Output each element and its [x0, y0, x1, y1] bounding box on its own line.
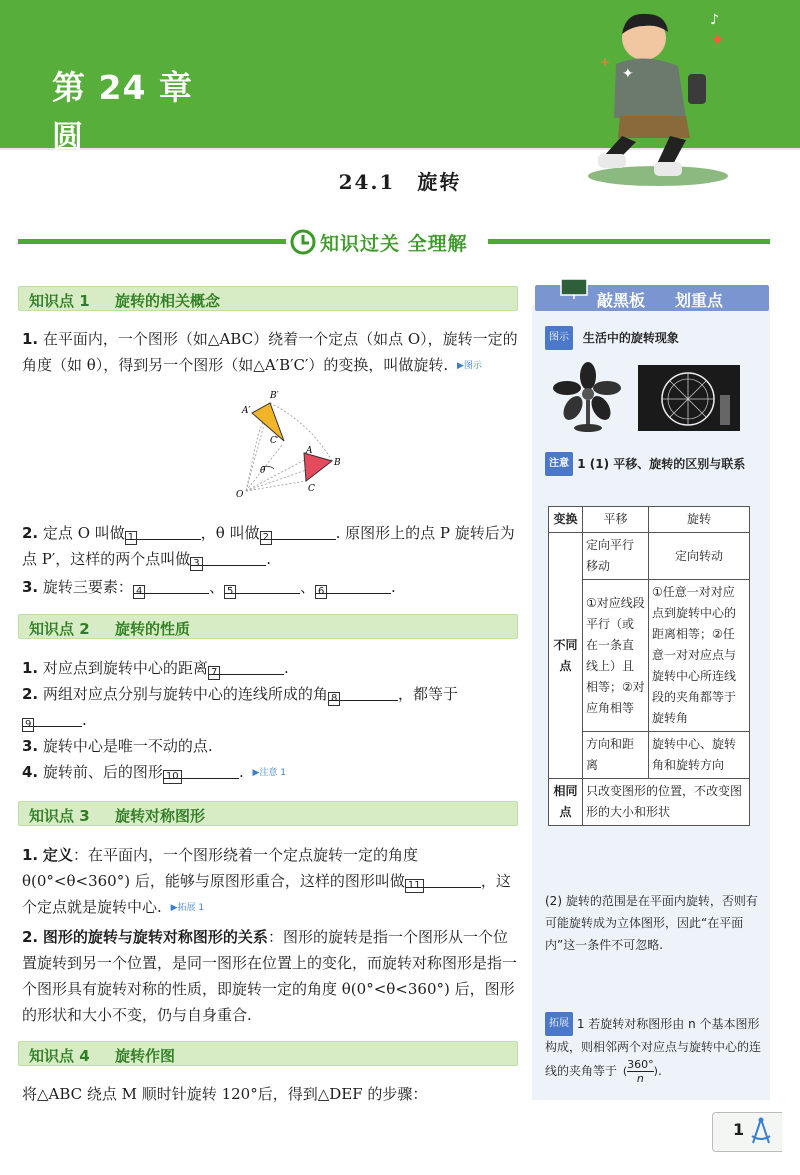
fan-image [553, 362, 623, 434]
section-title: 24.1 旋转 [338, 170, 462, 194]
table-header-cell: 变换 [549, 507, 583, 533]
label-o: O [236, 490, 244, 498]
kp3-item-2: 2. 图形的旋转与旋转对称图形的关系：图形的旋转是指一个图形从一个位置旋转到另一个位置，是同一图形在位置上的变化，而旋转对称图形是指一个图形具有旋转对称的性质，即旋转一定的角度 θ(0°<θ<360°) 后，图形的形状和大小不变，仍与自身重合. [22, 928, 518, 1024]
blank-6[interactable]: 6 [315, 577, 391, 594]
fig-tag: 图示 [545, 326, 573, 350]
kp2-number: 知识点 2 [29, 620, 90, 638]
rotation-figure [222, 383, 352, 498]
kp2-item-1: 1. 对应点到旋转中心的距离 7 . [22, 659, 289, 678]
side-head-1: 敲黑板 [597, 291, 646, 310]
blank-1[interactable]: 1 [125, 523, 201, 540]
table-cell: ①任意一对对应点到旋转中心的距离相等；②任意一对对应点与旋转中心所连线段的夹角都等于旋转角 [649, 580, 750, 732]
kp1-item-1-text: 在平面内，一个图形（如△ABC）绕着一个定点（如点 O），旋转一定的角度（如 θ），得到另一个图形（如△A′B′C′）的变换，叫做旋转. [22, 330, 518, 374]
blank-5[interactable]: 5 [224, 577, 300, 594]
kp4-text: 将△ABC 绕点 M 顺时针旋转 120°后，得到△DEF 的步骤： [22, 1085, 428, 1103]
svg-text:♪: ♪ [710, 12, 719, 28]
side-panel-header [535, 285, 769, 311]
banner-line-left [18, 239, 286, 244]
blank-3[interactable]: 3 [190, 549, 266, 566]
chapter-number: 第 24 章 [52, 68, 193, 107]
figure-tag: ▶图示 [456, 361, 482, 371]
table-cell: 方向和距离 [583, 732, 649, 779]
note-tag-badge: 注意 [545, 452, 573, 476]
blank-11[interactable]: 11 [405, 871, 481, 888]
kp2-title: 旋转的性质 [115, 620, 191, 638]
blank-8[interactable]: 8 [328, 684, 398, 701]
kp2-item-2: 2. 两组对应点分别与旋转中心的连线所成的角 8 ，都等于 9 . [22, 685, 458, 730]
same-label: 相同点 [549, 779, 583, 826]
banner-line-right [488, 239, 770, 244]
kp1-bar [18, 286, 518, 311]
kp3-bar [18, 801, 518, 826]
table-header-cell: 平移 [583, 507, 649, 533]
kp2-item-4: 4. 旋转前、后的图形 10 . ▶注意 1 [22, 763, 286, 782]
table-cell: ①对应线段平行（或在一条直线上）且相等；②对应角相等 [583, 580, 649, 732]
svg-text:+: + [600, 55, 611, 69]
blank-4[interactable]: 4 [133, 577, 209, 594]
kp1-number: 知识点 1 [29, 292, 90, 310]
compass-icon [748, 1116, 774, 1146]
kp4-title: 旋转作图 [115, 1047, 176, 1065]
fig-caption: 图示 生活中的旋转现象 [545, 326, 765, 350]
svg-text:✦: ✦ [622, 66, 634, 82]
table-cell: 只改变图形的位置，不改变图形的大小和形状 [583, 779, 750, 826]
kp2-item-3: 3. 旋转中心是唯一不动的点. [22, 737, 213, 755]
table-cell: 定向转动 [649, 533, 750, 580]
extension-1: 拓展 1 若旋转对称图形由 n 个基本图形构成，则相邻两个对应点与旋转中心的连线的夹角等于 ( $\frac{360^\circ}{n}$ ). [545, 1012, 767, 1085]
kp3-title: 旋转对称图形 [115, 807, 206, 825]
blank-2[interactable]: 2 [260, 523, 336, 540]
kp1-item-3: 3. 旋转三要素： 4 、 5 、 6 . [22, 578, 396, 597]
banner-title: 知识过关 全理解 [320, 233, 468, 255]
blackboard-icon [559, 277, 589, 299]
label-a: A [306, 446, 313, 456]
table-cell: 定向平行移动 [583, 533, 649, 580]
kp1-item-2: 2. 定点 O 叫做 1 ，θ 叫做 2 . 原图形上的点 P 旋转后为点 P′，这样的两个点叫做 3 . [22, 524, 515, 569]
fraction: ( $\frac{360^\circ}{n}$ ) [622, 1058, 658, 1085]
page-number: 1 [733, 1120, 745, 1139]
kp4-number: 知识点 4 [29, 1047, 90, 1065]
kp3-item-1: 1. 定义：在平面内，一个图形绕着一个定点旋转一定的角度 θ(0°<θ<360°) 后，能够与原图形重合，这样的图形叫做 11 ，这个定点就是旋转中心. ▶拓展 1 [22, 846, 511, 916]
blank-10[interactable]: 10 [163, 762, 239, 779]
label-c: C [308, 484, 315, 494]
blank-9[interactable]: 9 [22, 710, 82, 727]
label-theta: θ [260, 466, 266, 476]
label-b: B [334, 458, 341, 468]
label-a-prime: A′ [242, 406, 251, 416]
kp3-number: 知识点 3 [29, 807, 90, 825]
ferris-wheel-image [638, 365, 740, 431]
note-tag: ▶注意 1 [252, 768, 286, 778]
kp4-bar [18, 1041, 518, 1066]
table-cell: 旋转中心、旋转角和旋转方向 [649, 732, 750, 779]
side-head-2: 划重点 [675, 291, 724, 310]
kp1-item-1: 1. 在平面内，一个图形（如△ABC）绕着一个定点（如点 O），旋转一定的角度（如 θ），得到另一个图形（如△A′B′C′）的变换，叫做旋转. ▶图示 [22, 330, 518, 374]
note-2: (2) 旋转的范围是在平面内旋转，否则有可能旋转成为立体图形，因此“在平面内”这一条件不可忽略. [545, 894, 758, 952]
label-c-prime: C′ [270, 436, 279, 446]
blank-7[interactable]: 7 [208, 658, 284, 675]
diff-label: 不同点 [549, 533, 583, 779]
label-b-prime: B′ [270, 391, 279, 401]
note-1-title: 注意 1 (1) 平移、旋转的区别与联系 [545, 452, 767, 476]
kp1-title: 旋转的相关概念 [115, 292, 221, 310]
ext-tag-badge: 拓展 [545, 1012, 573, 1036]
refresh-icon [290, 229, 316, 255]
svg-text:✦: ✦ [710, 30, 726, 51]
extension-tag: ▶拓展 1 [170, 903, 205, 913]
kp2-bar [18, 614, 518, 639]
table-header-cell: 旋转 [649, 507, 750, 533]
chapter-title: 圆 [52, 120, 83, 156]
comparison-table [548, 506, 750, 826]
student-illustration [560, 6, 760, 191]
